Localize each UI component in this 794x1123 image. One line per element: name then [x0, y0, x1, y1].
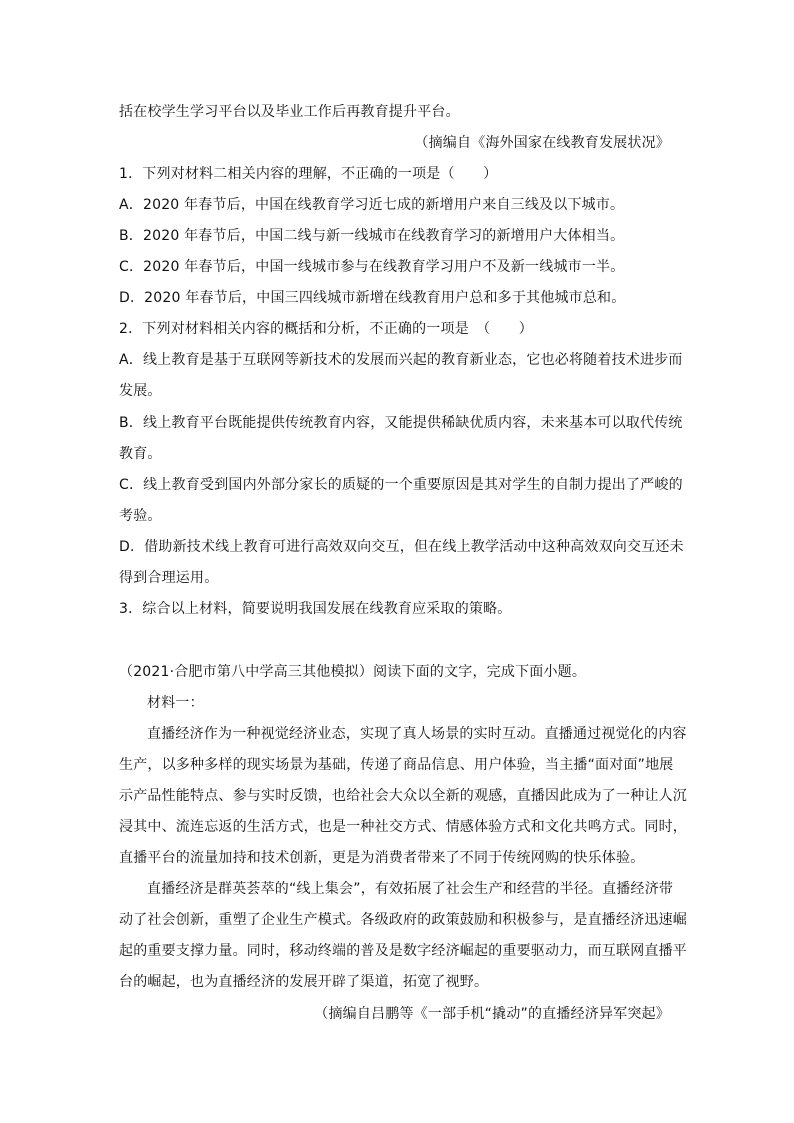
question-1-stem: 1．下列对材料二相关内容的理解，不正确的一项是（ ）	[119, 166, 498, 182]
question-1-option-b: B．2020 年春节后，中国二线与新一线城市在线教育学习的新增用户大体相当。	[119, 228, 625, 244]
paragraph-2-line: 起的重要支撑力量。同时，移动终端的普及是数字经济崛起的重要驱动力，而互联网直播平	[119, 943, 687, 959]
question-1-option-a: A．2020 年春节后，中国在线教育学习近七成的新增用户来自三线及以下城市。	[119, 197, 625, 213]
paragraph-2-line: 直播经济是群英荟萃的“线上集会”，有效拓展了社会生产和经营的半径。直播经济带	[147, 881, 674, 897]
paragraph-1-line: 生产，以多种多样的现实场景为基础，传递了商品信息、用户体验，当主播“面对面”地展	[119, 757, 674, 773]
material-label: 材料一：	[147, 695, 204, 711]
paragraph-2-line: 动了社会创新，重塑了企业生产模式。各级政府的政策鼓励和积极参与，是直播经济迅速崛	[119, 912, 687, 928]
question-1-option-c: C．2020 年春节后，中国一线城市参与在线教育学习用户不及新一线城市一半。	[119, 259, 625, 275]
paragraph-2-line: 台的崛起，也为直播经济的发展开辟了渠道，拓宽了视野。	[119, 974, 489, 990]
paragraph-1-line: 直播平台的流量加持和技术创新，更是为消费者带来了不同于传统网购的快乐体验。	[119, 850, 645, 866]
question-2-line: A．线上教育是基于互联网等新技术的发展而兴起的教育新业态，它也必将随着技术进步而	[119, 352, 683, 368]
question-2-stem: 2．下列对材料相关内容的概括和分析，不正确的一项是 （ ）	[119, 321, 533, 337]
question-3-stem: 3．综合以上材料，简要说明我国发展在线教育应采取的策略。	[119, 601, 512, 617]
paragraph-1-line: 浸其中、流连忘返的生活方式，也是一种社交方式、情感体验方式和文化共鸣方式。同时，	[119, 819, 687, 835]
question-2-line: 得到合理运用。	[119, 570, 219, 586]
paragraph-1-line: 示产品性能特点、参与实时反馈，也给社会大众以全新的观感，直播因此成为了一种让人沉	[119, 788, 687, 804]
question-2-line: B．线上教育平台既能提供传统教育内容，又能提供稀缺优质内容，未来基本可以取代传统	[119, 415, 683, 431]
source-citation-2: （摘编自吕鹏等《一部手机“撬动”的直播经济异军突起》	[314, 1006, 670, 1022]
question-2-line: 教育。	[119, 446, 162, 462]
section-2-header: （2021·合肥市第八中学高三其他模拟）阅读下面的文字，完成下面小题。	[119, 664, 587, 680]
question-2-line: 发展。	[119, 383, 162, 399]
question-2-line: C．线上教育受到国内外部分家长的质疑的一个重要原因是其对学生的自制力提出了严峻的	[119, 477, 683, 493]
source-citation-1: （摘编自《海外国家在线教育发展状况》	[414, 135, 670, 151]
question-2-line: 考验。	[119, 508, 162, 524]
paragraph-1-line: 直播经济作为一种视觉经济业态，实现了真人场景的实时互动。直播通过视觉化的内容	[147, 726, 687, 742]
continuation-line: 括在校学生学习平台以及毕业工作后再教育提升平台。	[119, 104, 460, 120]
question-1-option-d: D．2020 年春节后，中国三四线城市新增在线教育用户总和多于其他城市总和。	[119, 290, 626, 306]
question-2-line: D．借助新技术线上教育可进行高效双向交互，但在线上教学活动中这种高效双向交互还未	[119, 539, 684, 555]
